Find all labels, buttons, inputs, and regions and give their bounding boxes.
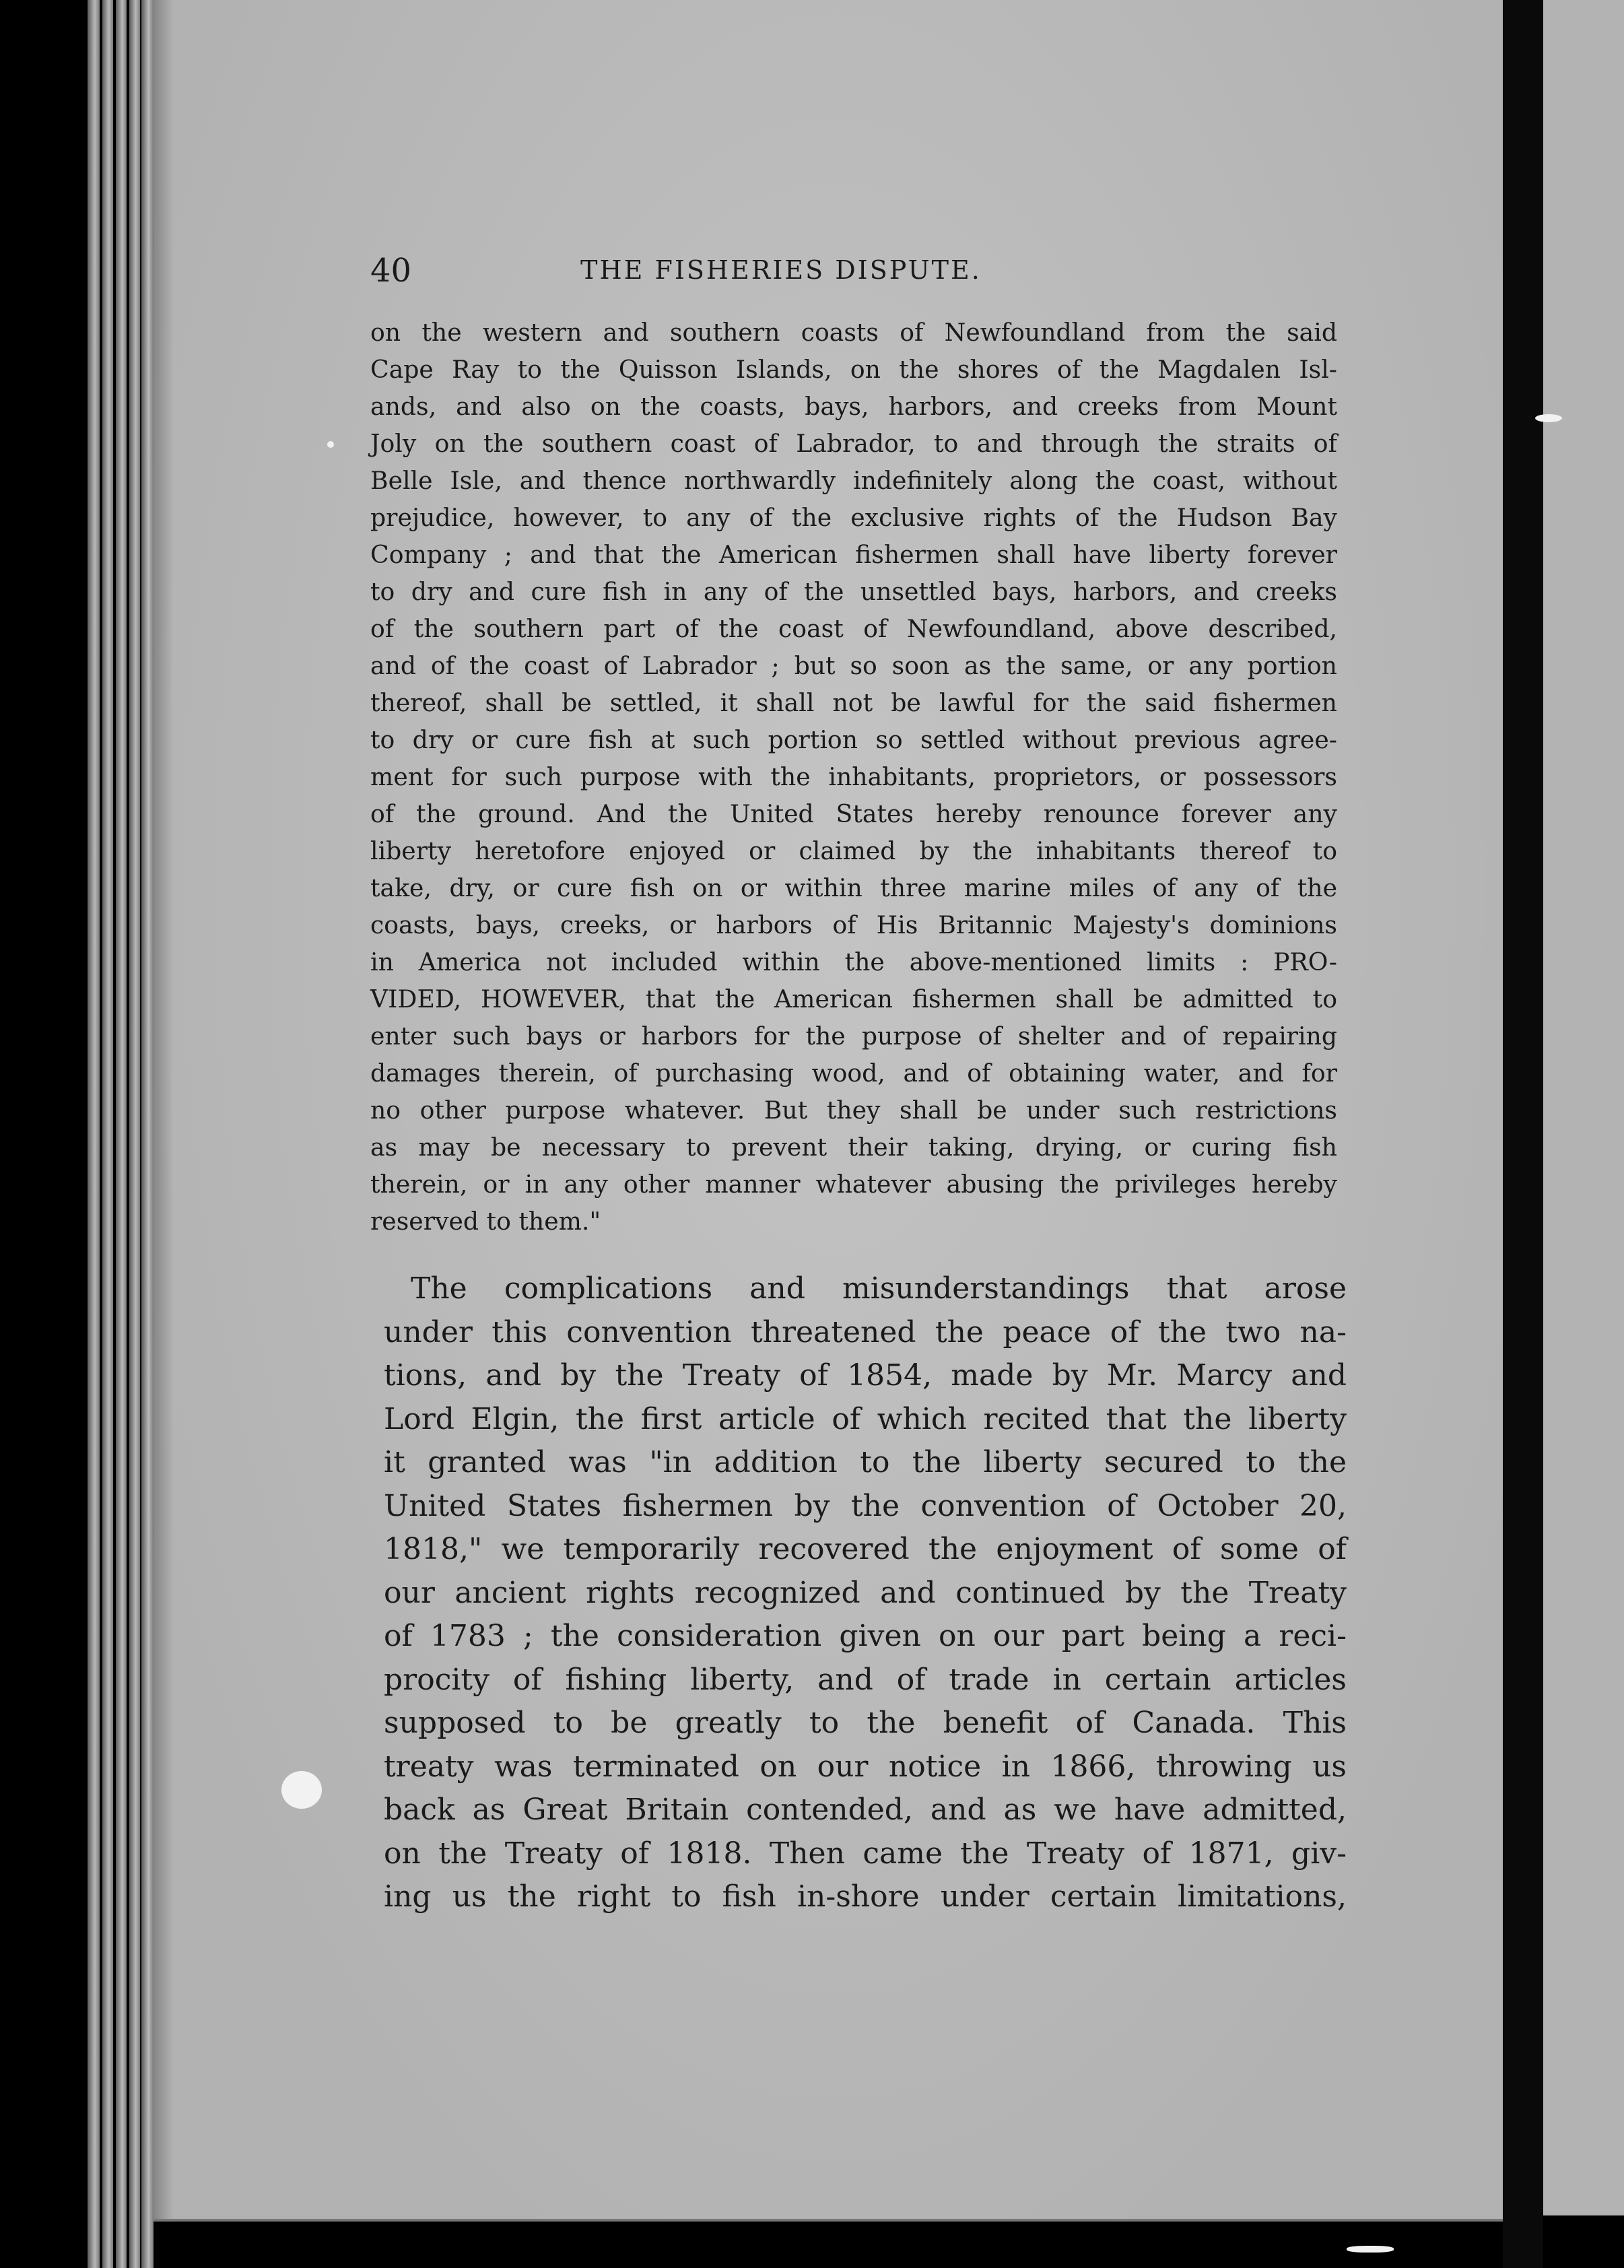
- text-line: and of the coast of Labrador ; but so soon as the same, or any portion: [370, 651, 1337, 680]
- scan-speck: [281, 1771, 322, 1809]
- text-line: as may be necessary to prevent their taking, drying, or curing fish: [370, 1133, 1337, 1162]
- text-line: of 1783 ; the consideration given on our part being a reci-: [384, 1619, 1347, 1653]
- text-line: coasts, bays, creeks, or harbors of His Britannic Majesty's dominions: [370, 910, 1337, 939]
- text-line: prejudice, however, to any of the exclusive rights of the Hudson Bay: [370, 503, 1337, 532]
- text-line: to dry and cure fish in any of the unsettled bays, harbors, and creeks: [370, 577, 1337, 606]
- text-line: damages therein, of purchasing wood, and of obtaining water, and for: [370, 1059, 1337, 1088]
- page-edge: [88, 0, 100, 2268]
- text-line: Company ; and that the American fishermen shall have liberty forever: [370, 540, 1337, 569]
- text-line: in America not included within the above-mentioned limits : PRO-: [370, 947, 1337, 976]
- facing-page-edge: [1543, 0, 1624, 2215]
- scan-speck: [1347, 2246, 1394, 2253]
- page-number: 40: [370, 252, 412, 290]
- text-line: reserved to them.": [370, 1207, 601, 1236]
- text-line: 1818," we temporarily recovered the enjoyment of some of: [384, 1532, 1347, 1566]
- text-line: take, dry, or cure fish on or within three marine miles of any of the: [370, 873, 1337, 902]
- body-paragraph: [384, 1267, 1347, 1919]
- text-line: under this convention threatened the peace of the two na-: [384, 1314, 1347, 1349]
- text-line: Belle Isle, and thence northwardly indefinitely along the coast, without: [370, 466, 1337, 495]
- treaty-quotation: [370, 314, 1337, 1240]
- text-line: VIDED, HOWEVER, that the American fishermen shall be admitted to: [370, 985, 1337, 1013]
- text-line: treaty was terminated on our notice in 1866, throwing us: [384, 1749, 1347, 1784]
- text-line: Lord Elgin, the first article of which recited that the liberty: [384, 1401, 1347, 1436]
- text-line: Cape Ray to the Quisson Islands, on the shores of the Magdalen Isl-: [370, 355, 1337, 384]
- text-line: to dry or cure fish at such portion so settled without previous agree-: [370, 725, 1337, 754]
- book-gutter: [1503, 0, 1543, 2268]
- text-line: ands, and also on the coasts, bays, harbors, and creeks from Mount: [370, 392, 1337, 421]
- scan-speck: [1535, 414, 1562, 422]
- text-line: it granted was "in addition to the liberty secured to the: [384, 1445, 1347, 1479]
- text-line: no other purpose whatever. But they shall be under such restrictions: [370, 1096, 1337, 1125]
- text-line: of the ground. And the United States hereby renounce forever any: [370, 799, 1337, 828]
- text-line: liberty heretofore enjoyed or claimed by the inhabitants thereof to: [370, 836, 1337, 865]
- text-line: ment for such purpose with the inhabitants, proprietors, or possessors: [370, 762, 1337, 791]
- text-line: thereof, shall be settled, it shall not be lawful for the said fishermen: [370, 688, 1337, 717]
- page-edge: [141, 0, 154, 2268]
- text-line: back as Great Britain contended, and as we have admitted,: [384, 1793, 1347, 1827]
- text-line: United States fishermen by the convention of October 20,: [384, 1488, 1347, 1523]
- text-line: of the southern part of the coast of Newfoundland, above described,: [370, 614, 1337, 643]
- page-edge: [102, 0, 113, 2268]
- text-line: supposed to be greatly to the benefit of Canada. This: [384, 1706, 1347, 1740]
- text-line: on the Treaty of 1818. Then came the Treaty of 1871, giv-: [384, 1836, 1347, 1871]
- text-line: The complications and misunderstandings that arose: [411, 1271, 1347, 1306]
- page-edge: [116, 0, 127, 2268]
- text-line: tions, and by the Treaty of 1854, made by Mr. Marcy and: [384, 1358, 1347, 1393]
- running-title: THE FISHERIES DISPUTE.: [580, 255, 982, 285]
- text-line: ing us the right to fish in-shore under certain limitations,: [384, 1879, 1347, 1914]
- text-line: therein, or in any other manner whatever abusing the privileges hereby: [370, 1170, 1337, 1199]
- text-line: enter such bays or harbors for the purpose of shelter and of repairing: [370, 1022, 1337, 1050]
- running-head: [215, 244, 1347, 291]
- text-line: Joly on the southern coast of Labrador, to and through the straits of: [370, 429, 1337, 458]
- text-line: procity of fishing liberty, and of trade in certain articles: [384, 1662, 1347, 1697]
- page-edge: [129, 0, 140, 2268]
- text-line: on the western and southern coasts of Newfoundland from the said: [370, 318, 1337, 347]
- scan-speck: [327, 441, 334, 448]
- text-line: our ancient rights recognized and continued by the Treaty: [384, 1575, 1347, 1610]
